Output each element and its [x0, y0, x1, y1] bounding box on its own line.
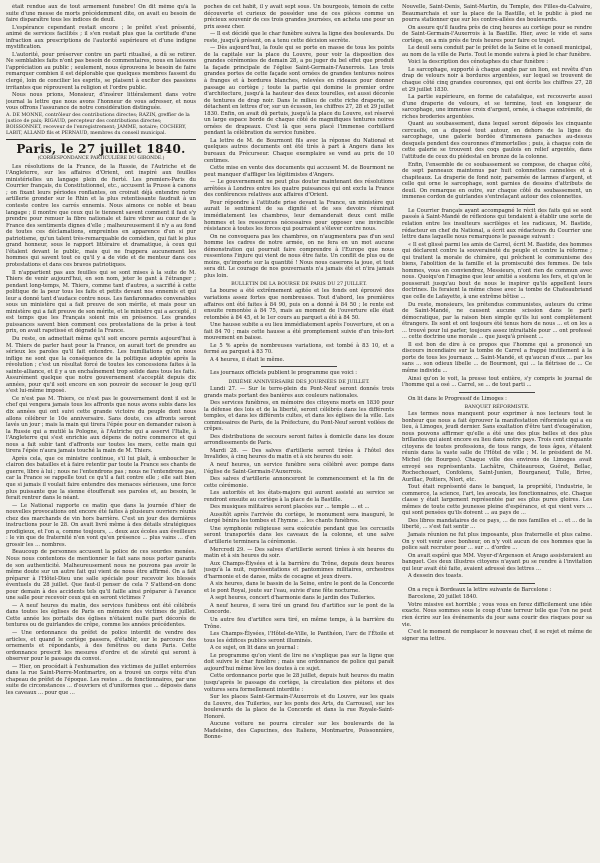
column-2	[204, 4, 394, 855]
paragraph: A neuf heures, il sera tiré un grand feu d'artifice sur le pont de la Concorde.	[204, 602, 394, 616]
section-divider	[459, 583, 535, 584]
paragraph: Des salves d'artillerie annonceront le commencement et la fin de cette cérémonie.	[204, 476, 394, 489]
paragraph: Une symphonie religieuse sera exécutée pendant que les cercueils seront transportés dans les caveaux de la colonne, et une salve d'artillerie terminera la cérémonie.	[204, 525, 394, 546]
paragraph: Pour répondre à l'attitude prise devant la France, un ministère qui aurait le sentiment de sa dignité et de ses devoirs réunirait immédiatement les chambres, leur demanderait deux cent mille hommes et les ressources nécessaires pour opposer une invincible résistance à toutes les forces qui pourraient s'élever contre nous.	[204, 199, 394, 233]
signature-block: A. DE MONNE, contrôleur des contributions directes; RAZIN, greffier de la justice de paix; RIGAUD, percepteur des contributions directes; BOISSONNET, receveur de l'enregistrement; JAMME, notaire; COCHERY, LABIT, ALLAND fils et PERNAUD, membres du conseil municipal.	[6, 112, 190, 136]
paragraph: Quant au soubassement, dans lequel seront déposés les cinquante cercueils, on a disposé tout autour, en dehors de la ligne du sarcophage, une galerie bordée d'immenses panaches au-dessus desquels pendent des couronnes d'immortelles ; puis, à chaque coin de cette galerie se trouvent des coqs gaulois en relief argentés, dans l'attitude de ceux du piédestal en bronze de la colonne.	[402, 121, 592, 161]
paragraph: Beaucoup de personnes accusent la police de ces sourdes menées. Nous nous contentons de mentionner le fait sans nous porter garants de son authenticité. Malheureusement nous ne pouvons pas avoir le même doute sur un autre fait qui vient de nous être affirmé. On a fait préparer à l'Hôtel-Dieu une salle spéciale pour recevoir les blessés éventuels du 28 juillet. Que faut-il penser de cela ? S'attend-on donc pour demain à des accidents tels qu'il faille ainsi préparer à l'avance une salle pour recevoir ceux qui en seront victimes ?	[6, 549, 196, 602]
paragraph: On ne convoquera pas les chambres, on n'augmentera pas d'un seul homme les cadres de notre armée, on ne fera en un mot aucune démonstration qui pourrait faire comprendre à l'Europe que nous ressentons l'injure qui vient de nous être faite. Un conflit de plus ou de moins, qu'importe sur la quantité ! Nous nous caserons la joue, et tout sera dit. Le courage de nos gouvernants n'a jamais été et n'ira jamais plus loin.	[204, 233, 394, 279]
section-heading: BULLETIN DE LA BOURSE DE PARIS DU 27 JUILLET.	[231, 281, 367, 288]
paragraph: Jamais réunion ne fut plus imposante, plus fraternelle et plus calme. On y voit venir avec bonheur, on n'y voit aucun de ces hommes que la police sait recruter pour ... sur ... d'ordre ...	[402, 532, 592, 552]
paragraph: Des libres mandataires de ce pays, ... de nos familles et ... et ... de la liberté, ... s'est fait sentir ...	[402, 517, 592, 531]
paragraph: — A neuf heures du matin, des services funèbres ont été célébrés dans toutes les églises de Paris en mémoire des victimes de juillet. Cette année les portails des églises n'étaient nulle part décorés de tentures ou de guirlandes de crêpe, comme les années précédentes.	[6, 602, 196, 629]
paragraph: On avait espéré que MM. Voyer-d'Argenson et Arago assisteraient au banquet. Ces deux illustres citoyens n'ayant pu se rendre à l'invitation qui leur avait été faite, avaient adressé des lettres ...	[402, 552, 592, 572]
paragraph: Les journaux officiels publient le programme que voici :	[210, 370, 358, 377]
paragraph: Le 5 % après de nombreuses variations, est tombé à 83 10, et a fermé au parquet à 83 70.	[204, 342, 394, 356]
paragraph: Cette ordonnance porte que le 28 juillet, depuis huit heures du matin jusqu'après le passage du cortège, la circulation des piétons et des voitures sera formellement interdite :	[204, 673, 394, 693]
paragraph: Aux Champs-Élysées et à la barrière du Trône, depuis deux heures jusqu'à la nuit, représentations et pantomimes militaires, orchestres d'harmonie et de danse, mâts de cocagne et jeux divers.	[204, 560, 394, 580]
paragraph: « Il est glissé parmi les amis de Carrel, écrit M. Bastide, des hommes qui déclarent contre la souveraineté du peuple et contre la réforme ; qui traitent la morale de chimère, qui prêchent le communisme des biens, l'abolition de la famille et la promiscuité des femmes. De tels hommes, vous en conviendrez, Messieurs, n'ont rien de commun avec nous. Quoiqu'on l'imagine que leur amitié a soutenu les fers, et qu'on le pousserait jusqu'au bout de nous le inspirer qu'ils appellent leurs doctrines. Ils feraient la même chose avec la tombe de Chateaubriand que celle de Lafayette, à une extrême bêtise ...	[402, 241, 592, 300]
paragraph: Barcelone, 20 juillet 1840.	[408, 594, 478, 601]
paragraph: Des services funèbres, en mémoire des citoyens morts en 1830 pour la défense des lois et de la liberté, seront célébrés dans les différents temples, et dans les différents cultes, et dans les églises de la ville. Les commissaires de Paris, de la Préfecture, du Pont-Neuf seront voilées de crêpes.	[204, 400, 394, 433]
paragraph: La bourse a été extrêmement agitée et les fonds ont éprouvé des variations assez fortes que nombreuses. Tout d'abord, les premières affaires ont été faites à 84 90, puis on a donné à 84 50 ; le rente est ensuite remontée à 84 75, mais au moment de l'ouverture elle était retombée à 84 45, et le 1er cours au parquet a été à 84 50.	[204, 288, 394, 321]
paragraph: On a reçu à Bordeaux la lettre suivante de Barcelone :	[408, 586, 552, 593]
paragraph: Un autre feu d'artifice sera tiré, en même temps, à la barrière du Trône.	[204, 617, 394, 630]
paragraph: Votre missive est horrible ; vous vous en ferez difficilement une idée exacte. Nous sommes sous le coup d'une terreur telle que l'on ne peut rien écrire sur les événements du jour sans courir des risques pour sa vie.	[402, 601, 592, 628]
paragraph: L'espérance cependant restait encore ; le préfet s'est présenté, animé de services facilités ; il s'en restait plus que la certitude d'une infraction aux prescriptions de l'autorité supérieure et d'une indigne mystification.	[6, 24, 196, 51]
paragraph: Le programme qu'on vient de lire ne s'explique pas sur la ligne que doit suivre le char funèbre ; mais une ordonnance de police qui paraît aujourd'hui même lève les doutes à ce sujet.	[204, 652, 394, 672]
paragraph: A 4 heures, il était le même.	[210, 356, 285, 363]
paragraph: Ainsi qu'on le voit, la presse tout entière, s'y compris le journal de l'homme qui a osé ... Carrel, se ... de tout parti ...	[402, 375, 592, 389]
paragraph: Aucune voiture ne pourra circuler sur les boulevards de la Madeleine, des Capucines, des Italiens, Montmartre, Poissonnière, Bonne-	[204, 721, 394, 741]
paragraph: Des musiques militaires seront placées sur ... temple ... et ...	[210, 504, 370, 511]
paragraph: La lettre de M. de Bourmont fils avec la réponse du National et quelques autres documents ont été tirés à part à Angers dans les bureaux du Précurseur. Chaque exemplaire se vend au prix de 10 centimes.	[204, 137, 394, 164]
paragraph: Les termes nous manquent pour exprimer à nos lecteurs tout le bonheur que nous a fait éprouver la manifestation réformiste qui a eu lieu, à Limoges, jeudi dernier. Sans exaltation d'être tant d'exagération, nous pouvons affirmer qu'elle a été une des plus belles et des plus brillantes qui aient encore eu lieu dans notre pays. Trois cent cinquante citoyens de toutes professions, de tous rangs, de tous âges, s'étaient réunis dans la vaste salle de l'Hôtel de ville ; M. le président de M. Michel (de Bourges). Chaque ville des environs de Limoges avait envoyé ses représentants. Lachâtre, Châteauroux, Guéret, Bellac, Rochechouart, Confolens, Saint-Junien, Bourganeuf, Tulle, Brive, Aurillac, Poitiers, Niort, etc.	[402, 411, 592, 483]
paragraph: Il n'appartient pas aux feuilles qui se sont mises à la suite de M. Thiers de venir aujourd'hui, en son nom, jeter le gant à l'étranger ; pendant long-temps, M. Thiers, comme tant d'autres, a sacrifié à cette politique de la peur tous les faits et petits devant nos ennemis et qui leur a donné tant d'audace contre nous. Les fanfaronnades convenables sous un ministère qui a fait preuve de son mérite, et mais pour un ministère qui a fait preuve de son mérite, et le ministre qui a accepté, il est temps que les Français soient mis en présence. Les grandes puissances savent bien comment ces protestations de la prise à tout prix, on avait rapetissé et dégradé la France.	[6, 269, 196, 335]
paragraph: Les résolutions de la France, de la Russie, de l'Autriche et de l'Angleterre, sur les affaires d'Orient, ont inspiré aux feuilles ministérielles un langage plein de fierté. Les premiers-Paris du Courrier français, du Constitutionnel, etc., accusent la Prusse à canons ; on fixant leurs périodes ronflantes, on croirait déjà entendre notre artillerie gronder sur le Rhin et la plus retentissante faudrait à un conteste contre les carrés ennemis. Nous aimons ce noble et beau langage ; il montre que ceux qui le tiennent savent comment il faut s'y prendre pour remuer la fibre nationale et faire vibrer au cœur de la France des sentiments dignes d'elle ; malheureusement il n'y a au fond de toutes ces déclamations, empreintes en apparence d'un si pur patriotisme, qu'un talent très-remarquable de comédien, qui fait le plus grand honneur, sous le rapport littéraire et dramatique, à ceux qui l'étalent devant le public, mais qui ne frappera aucunement les hommes qui savent tout ce qu'il y a de vide et de menteur dans ces protestations et dans ces bravos patriotiques.	[6, 163, 196, 268]
paragraph: Mardi 28. — Des salves d'artillerie seront tirées à l'hôtel des Invalides, à cinq heures du matin et à six heures du soir.	[204, 447, 394, 461]
paragraph: Du reste, monsieurs, les prétendus communistes, auteurs du crime de Saint-Mandé, ne causent aucune scission dans le parti démocratique, par la raison bien simple qu'ils lui sont complètement étrangers. Ils sont et ont toujours été tenus hors de nous ... et on les a ... trouvé pour lui parler, toujours assez intraitable pour ... ont professé ... cette doctrine une morale ... que jusqu'à présent ...	[402, 301, 592, 341]
column-1	[6, 4, 196, 855]
paragraph: — Hier, on procédait à l'exhumation des victimes de juillet enterrées dans la rue Saint-Pierre-Montmartre, on a trouvé un corps vêtu d'un chapeau de préfet de l'époque. Les restes ... de fonctionnaires, par une suite de circonstances ... d'ouvriers et d'uniformes que ... déposés dans les caveaux ... pour que ...	[6, 663, 196, 696]
paragraph: Sur les places Saint-Germain-l'Auxerrois et du Louvre, sur les quais du Louvre, des Tuileries, sur les ponts des Arts, du Carrousel, sur les boulevards de la place de la Concorde et dans la rue Royale-Saint-Honoré.	[204, 694, 394, 720]
paragraph: Voici la description des cénotaphes du char funèbre :	[408, 59, 549, 66]
paragraph: Aussitôt après l'arrivée du cortège, le monument sera inauguré, le clergé bénira les tombes et l'hymne ... les chants funèbres.	[204, 511, 394, 525]
paragraph: — Le gouvernement ne peut plus douter maintenant des résolutions arrêtées à Londres entre les quatre puissances qui ont exclu la France des conférences relatives aux affaires d'Orient.	[204, 179, 394, 199]
paragraph: Le Courrier français ayant accompagné le récit des faits qui se sont passés à Saint-Mandé de réflexions qui tendaient à établir une sorte de relation entre les insulteurs sacrilèges et les radicaux, M. Bastide, rédacteur en chef du National, a écrit aux rédacteurs du Courrier une lettre dans laquelle nous remarquons le passage suivant :	[402, 207, 592, 241]
paragraph: Cette mise en vente des documents qui accusent M. de Bourmont ne peut manquer d'affliger les légitimistes d'Angers.	[204, 165, 394, 178]
paragraph: Enfin, l'ensemble de ce soubassement se compose, de chaque côté, de sept panneaux maintenus par huit colonnettes cannelées et à chapiteaux. La draperie de fond noir, parsemée de larmes d'argent, et celle qui orne le sarcophage, sont garnies de dessins d'attributs de deuil. On remarque en outre, sur chaque côté du soubassement, un immense cordon de guirlandes s'entrelaçant autour des colonnettes.	[402, 161, 592, 201]
paragraph: Ce n'est pas M. Thiers, ce n'est pas le gouvernement dont il est le chef qui vengera jamais tous les affronts que nous avons subis dans les dix années qui ont suivi cette grande victoire du peuple dont nous allons célébrer le 10e anniversaire. Sans doute, ces affronts seront lavés un jour ; mais la main qui tirera l'épée pour en demander raison à la Russie qui a mutilé la Pologne, à l'Autriche qui a asservi l'Italie, à l'Angleterre qui s'est enrichie aux dépens de notre commerce et qui nous a fait subir tant d'affronts sur toutes les mers, cette main qui tirera l'épée n'aura jamais touché la main de M. Thiers.	[6, 395, 196, 455]
paragraph: Mercredi 29. — Des salves d'artillerie seront tirées à six heures du matin et à six heures du soir.	[204, 546, 394, 560]
paragraph: Du reste, on admettait même qu'il soit encore permis aujourd'hui à M. Thiers de parler haut pour la France, on aurait tort de prendre au sérieux les paroles qu'il fait entendre. Les humiliations qu'on nous inflige ne sont que la conséquence de la politique adoptée après la révolution ; c'est un résultat forcé de toutes les concessions faites à la sainte-alliance, et il y a un enchaînement trop solide dans tous les faits. Assurément quelque que notre gouvernement s'acceptât depuis dix années, pour qu'il soit encore en son pouvoir de secouer le joug qu'il s'est lui-même imposé.	[6, 335, 196, 395]
section-heading: DIXIÈME ANNIVERSAIRE DES JOURNÉES DE JUILLET.	[228, 378, 370, 385]
paragraph: La partie supérieure, en forme de catafalque, est recouverte aussi d'une draperie de velours, et se termine, tout en longueur de sarcophage, une immense croix d'argent, ornée, à chaque extrémité, de riches broderies argentées.	[402, 94, 592, 120]
paragraph: — Le National rapporte ce matin que dans la journée d'hier de nouvelles provocations ont encore été faites à plusieurs ouvriers réunis chez des marchands de vin hors barrière. C'est un jour des dernières instructions pour le 28. On avait livré même à des détails stratégiques prodigieux, et l'on a, comme toujours, ... deux aux écoles aux éveilleurs : le vin que de fraternité n'en vont qu'en présence ... plus vains ... d'en grossir les ... nombres.	[6, 502, 196, 548]
paragraph: A neuf heures, un service funèbre sera célébré avec pompe dans l'église de Saint-Germain-l'Auxerrois.	[204, 462, 394, 475]
paragraph: On assure qu'il faudra près de cinq heures au cortège pour se rendre de Saint-Germain-l'Auxerrois à la Bastille. Hier, avec le vide et sans cortège, on a mis près de trois heures pour faire ce trajet.	[402, 24, 592, 44]
paragraph: A dessein des toasts.	[408, 573, 463, 580]
section-heading: BANQUET RÉFORMISTE.	[464, 404, 530, 411]
paragraph: — Il est décidé que le char funèbre suivra la ligne des boulevards. Du reste, jusqu'à présent, on a tenu cette décision secrète.	[204, 31, 394, 44]
paragraph: Tout était représenté dans le banquet, la propriété, l'industrie, le commerce, la science, l'art, les avocats, les fonctionnaires, etc. Chaque classe y était largement représentée par ses plus pures gloires. Les mêmes de toute cette jeunesse pleine d'espérance, et qui vient vers ... qui sont pensées qu'ils doivent ... au pays de ...	[402, 484, 592, 517]
paragraph: — Une ordonnance du préfet de police interdit de vendre des articles, et quand le cortège passera, d'établir, sur le parcours des ornements et répondants, à des fenêtres ou dans Paris. Cette ordonnance prescrit les mesures d'ordre et de sûreté qui seront à observer pour le passage du convoi.	[6, 630, 196, 663]
newspaper-page	[6, 4, 594, 855]
paragraph: A ce sujet, on lit dans un journal :	[210, 645, 299, 652]
paragraph: Nouvelle, Saint-Denis, Saint-Martin, du Temple, des Filles-du-Calvaire, Beaumarchais et sur la place de la Bastille, et le public à pied ne pourra stationner que sur les contre-allées des boulevards.	[402, 4, 592, 24]
dateline-heading: Paris, le 27 juillet 1840.	[16, 141, 186, 156]
section-divider	[459, 392, 535, 393]
paragraph: L'autorité, pour préserver contre un parti ritualisé, a dû se retirer. Ne semblables faits n'ont pas besoin de commentaires, nous en laissons l'appréciation au public ; seulement, nous éprouvons le besoin de faire remarquer combien il est déplorable que quelques membres fassent du clergé, loin de concilier les esprits, se plaisent à exciter des passions irritantes que réprouvent la religion et l'ordre public.	[6, 51, 196, 91]
paragraph: On lit dans le Progressif de Limoges :	[408, 395, 507, 402]
paragraph: C'est le moment de remplacer le nouveau chef, il se rejet et même de signer ma lettre.	[402, 629, 592, 642]
section-divider	[459, 204, 535, 205]
paragraph: poches de cet habit, il y avait sept sous. Un bourgeois, témoin de cette découverte et curieux de posséder une de ces pièces comme un précieux souvenir de ces trois grandes journées, en acheta une pour un prix assez cher.	[204, 4, 394, 30]
paragraph: Après cela, que ce ministre continue, s'il lui plaît, à emboucher le clairon des batailles et à faire retentir par toute la France ses chants de guerre, libre à lui ; nous ne l'entendrons pas ; nous ne l'entendrons pas, car la France se rappelle tout ce qu'il a fait contre elle ; elle sait bien que si jamais il voulait faire entendre des menaces sérieuses, une force plus puissante que la sienne étoufferait ses paroles et, au besoin, le ferait rentrer dans le néant.	[6, 455, 196, 502]
paragraph: Nous nous prions, Monsieur, d'insérer littéralement dans votre journal la lettre que nous avons l'honneur de vous adresser, et nous vous offrons l'assurance de notre considération distinguée.	[6, 92, 196, 112]
paragraph: A sept heures, concert d'harmonie dans le jardin des Tuileries.	[210, 595, 376, 602]
paragraph: Le sarcophage, supporté à chaque angle par un lion, est revêtu d'un drap de velours noir à bordures argentées, sur lequel se trouvent de chaque côté cinq grandes couronnes, qui ont écrits les chiffres 27, 28 et 29 juillet 1830.	[402, 66, 592, 93]
paragraph: Les autorités et les états-majors qui auront assisté au service se rendront ensuite au cortège à la place de la Bastille.	[204, 490, 394, 503]
paragraph: A six heures, dans le bassin de la Seine, entre le pont de la Concorde et le pont Royal, joute sur l'eau, suivie d'une fête nocturne.	[204, 581, 394, 594]
section-divider	[261, 366, 337, 367]
paragraph: Il est bon de dire à ce propos que l'homme qui a prononcé un discours incendiaire sur la tombe de Carrel a frappé inutilement à la porte de tous les journaux ... Saint-Mandé, et qu'aucun d'eux ... par les sans ... son odieux libelle ... de Bourmont, qui ... la flétrisse de ... Ce même individu ...	[402, 341, 592, 374]
paragraph: Lundi 27. — Sur le terre-plein du Pont-Neuf seront donnés trois grands mats portant des banières aux couleurs nationales.	[204, 385, 394, 399]
paragraph: Les Champs-Élysées, l'Hôtel-de-Ville, le Panthéon, l'arc de l'Étoile et tous les édifices publics seront illuminés.	[204, 631, 394, 644]
paragraph: était rendue aux de tout armement funèbre! On dit même qu'à la suite d'une messe de morts précédemment dite, on avait eu besoin de faire disparaître tous les indices de deuil.	[6, 4, 196, 24]
correspondence-subheading: (CORRESPONDANCE PARTICULIÈRE DU GIRONDE.)	[37, 155, 165, 161]
paragraph: — Dès aujourd'hui, la foule qui se porte en masse de tous les points de la capitale sur la place du Louvre, pour voir la disposition des grandes cérémonies de demain 28, a pu juger du bel effet que produit la façade principale de l'église Saint-Germain-l'Auxerrois. Les trois grandes portes de cette façade sont ornées de grandes tentures noires à franges et à bordures blanches, relevées en rideaux pour donner passage au cortège ; toute la partie qui domine le premier ordre d'architecture, jusqu'à la hauteur des deux tourelles, est aussi décorée de tentures de drap noir. Dans le milieu de cette riche draperie, se détachent en lettres d'or, sur un écusson, les chiffres 27, 28 et 29 juillet 1830. Enfin, on avait dû pertuis, jusqu'à la place du Louvre, est réservé un large espace borde de chaque côté de magnifiques tentures noires ornées de drapeaux. C'est là que sera placé l'immense corbillard pendant la célébration du service funèbre.	[204, 45, 394, 137]
paragraph: Des distributions de secours seront faites à domicile dans les douze arrondissements de Paris.	[204, 433, 394, 447]
column-3	[402, 4, 592, 855]
paragraph: Le deuil sera conduit par le préfet de la Seine et le conseil municipal, au nom de la ville de Paris. Tout le monde suivra à pied le char funèbre.	[402, 45, 592, 58]
horizontal-rule	[6, 139, 196, 140]
paragraph: Une hausse subite a eu lieu immédiatement après l'ouverture, et on a fait 84 70 ; mais cette hausse a été promptement suivie d'un très-fort mouvement en baisse.	[204, 322, 394, 342]
